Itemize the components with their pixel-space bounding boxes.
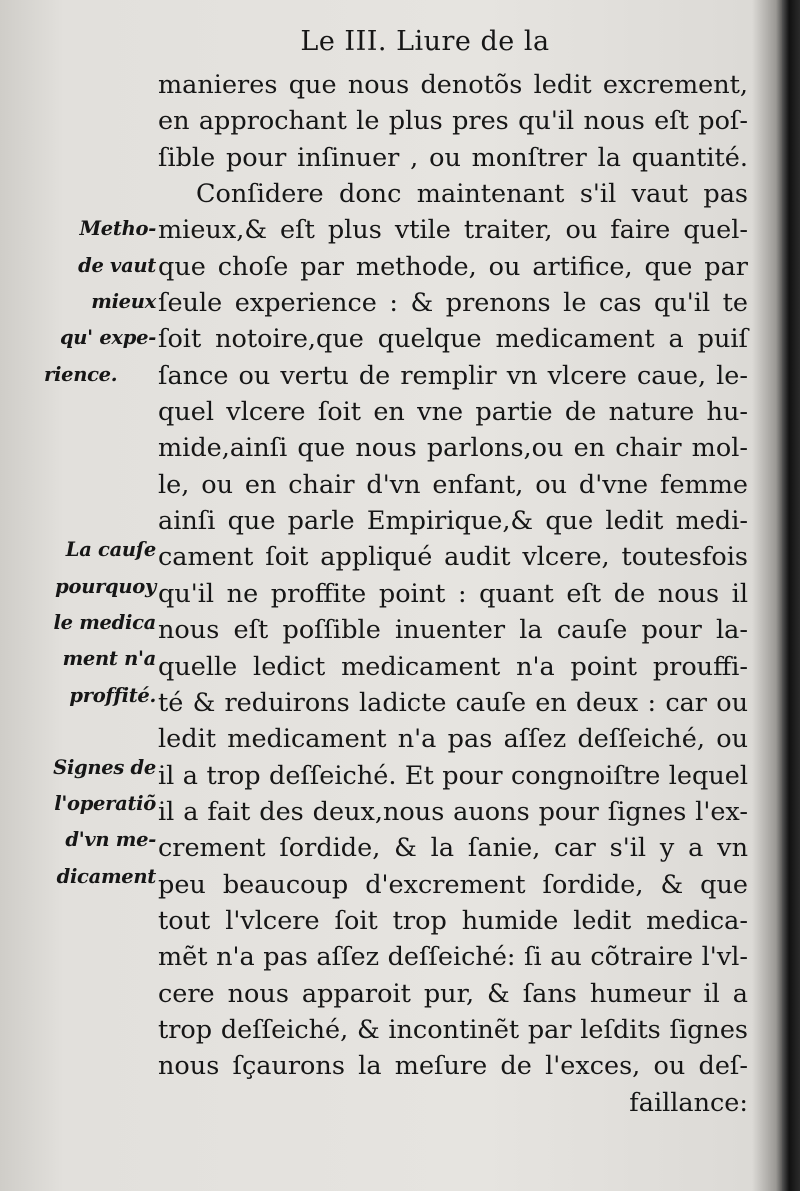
text-line: faillance:	[629, 1087, 748, 1118]
text-line: nous eſt poſſible inuenter la cauſe pour la-	[158, 615, 748, 646]
text-line: quelle ledict medicament n'a point prouffi-	[158, 651, 748, 682]
margin-note-cause	[44, 532, 156, 714]
text-line: cament ſoit appliqué audit vlcere, toutesfois	[158, 542, 748, 573]
margin-note-line: de vaut	[78, 253, 156, 277]
text-line: peu beaucoup d'excrement ſordide, & que	[158, 869, 748, 900]
margin-note-line: mieux	[91, 290, 156, 314]
text-line: que choſe par methode, ou artifice, que par	[158, 251, 748, 282]
text-line: mieux,& eſt plus vtile traiter, ou faire quel-	[158, 215, 748, 246]
text-line: Conſidere donc maintenant s'il vaut pas	[196, 179, 748, 210]
text-line: ſeule experience : & prenons le cas qu'il te	[158, 288, 748, 319]
text-line: crement ſordide, & la ſanie, car s'il y a vn	[158, 833, 748, 864]
text-line: tout l'vlcere ſoit trop humide ledit medica-	[158, 905, 748, 936]
text-line: le, ou en chair d'vn enfant, ou d'vne femme	[158, 469, 748, 500]
body-text	[158, 67, 748, 1121]
text-line: ſible pour inſinuer , ou monſtrer la quantité.	[158, 142, 748, 173]
margin-note-line: pourquoy	[55, 574, 156, 598]
text-line: manieres que nous denotõs ledit excrement,	[158, 70, 748, 100]
margin-note-line: l'operatiõ	[54, 791, 156, 815]
text-line: nous ſçaurons la meſure de l'exces, ou deſ-	[158, 1051, 748, 1082]
margin-note-line: ment n'a	[62, 647, 156, 671]
text-line: ainſi que parle Empirique,& que ledit medi-	[158, 506, 748, 537]
text-line: ſance ou vertu de remplir vn vlcere caue, le-	[158, 360, 748, 391]
text-line: té & reduirons ladicte cauſe en deux : car ou	[158, 687, 748, 718]
text-line: ſoit notoire,que quelque medicament a puiſ	[158, 324, 748, 355]
running-header: Le III. Liure de la	[300, 26, 550, 57]
text-line: quel vlcere ſoit en vne partie de nature hu-	[158, 397, 748, 428]
margin-note-line: dicament	[56, 864, 156, 888]
text-line: trop deſſeiché, & incontinẽt par leſdits ſignes	[158, 1014, 748, 1045]
text-line: mide,ainſi que nous parlons,ou en chair mol-	[158, 433, 748, 464]
margin-note-signes	[44, 750, 156, 895]
page-edge-shadow	[782, 0, 800, 1191]
margin-note-line: le medica	[53, 611, 156, 635]
margin-note-methode	[44, 211, 156, 393]
margin-note-line: qu' expe-	[59, 326, 156, 350]
margin-note-line: d'vn me-	[65, 828, 156, 852]
margin-note-line: La cauſe	[65, 538, 156, 562]
text-line: ledit medicament n'a pas aſſez deſſeiché, ou	[158, 724, 748, 755]
margin-note-line: Metho-	[79, 217, 156, 241]
text-line: cere nous apparoit pur, & ſans humeur il a	[158, 978, 748, 1009]
text-line: il a trop deſſeiché. Et pour congnoiſtre lequel	[158, 760, 748, 791]
margin-note-line: Signes de	[53, 755, 156, 779]
text-line: en approchant le plus pres qu'il nous eſt poſ-	[158, 106, 748, 137]
text-line: mẽt n'a pas aſſez deſſeiché: ſi au cõtraire l'vl-	[158, 942, 748, 973]
text-line: qu'il ne proffite point : quant eſt de nous il	[158, 578, 748, 609]
margin-note-line: proffité.	[69, 683, 156, 707]
margin-note-line: rience.	[44, 362, 118, 386]
text-line: il a fait des deux,nous auons pour ſignes l'ex-	[158, 796, 748, 827]
